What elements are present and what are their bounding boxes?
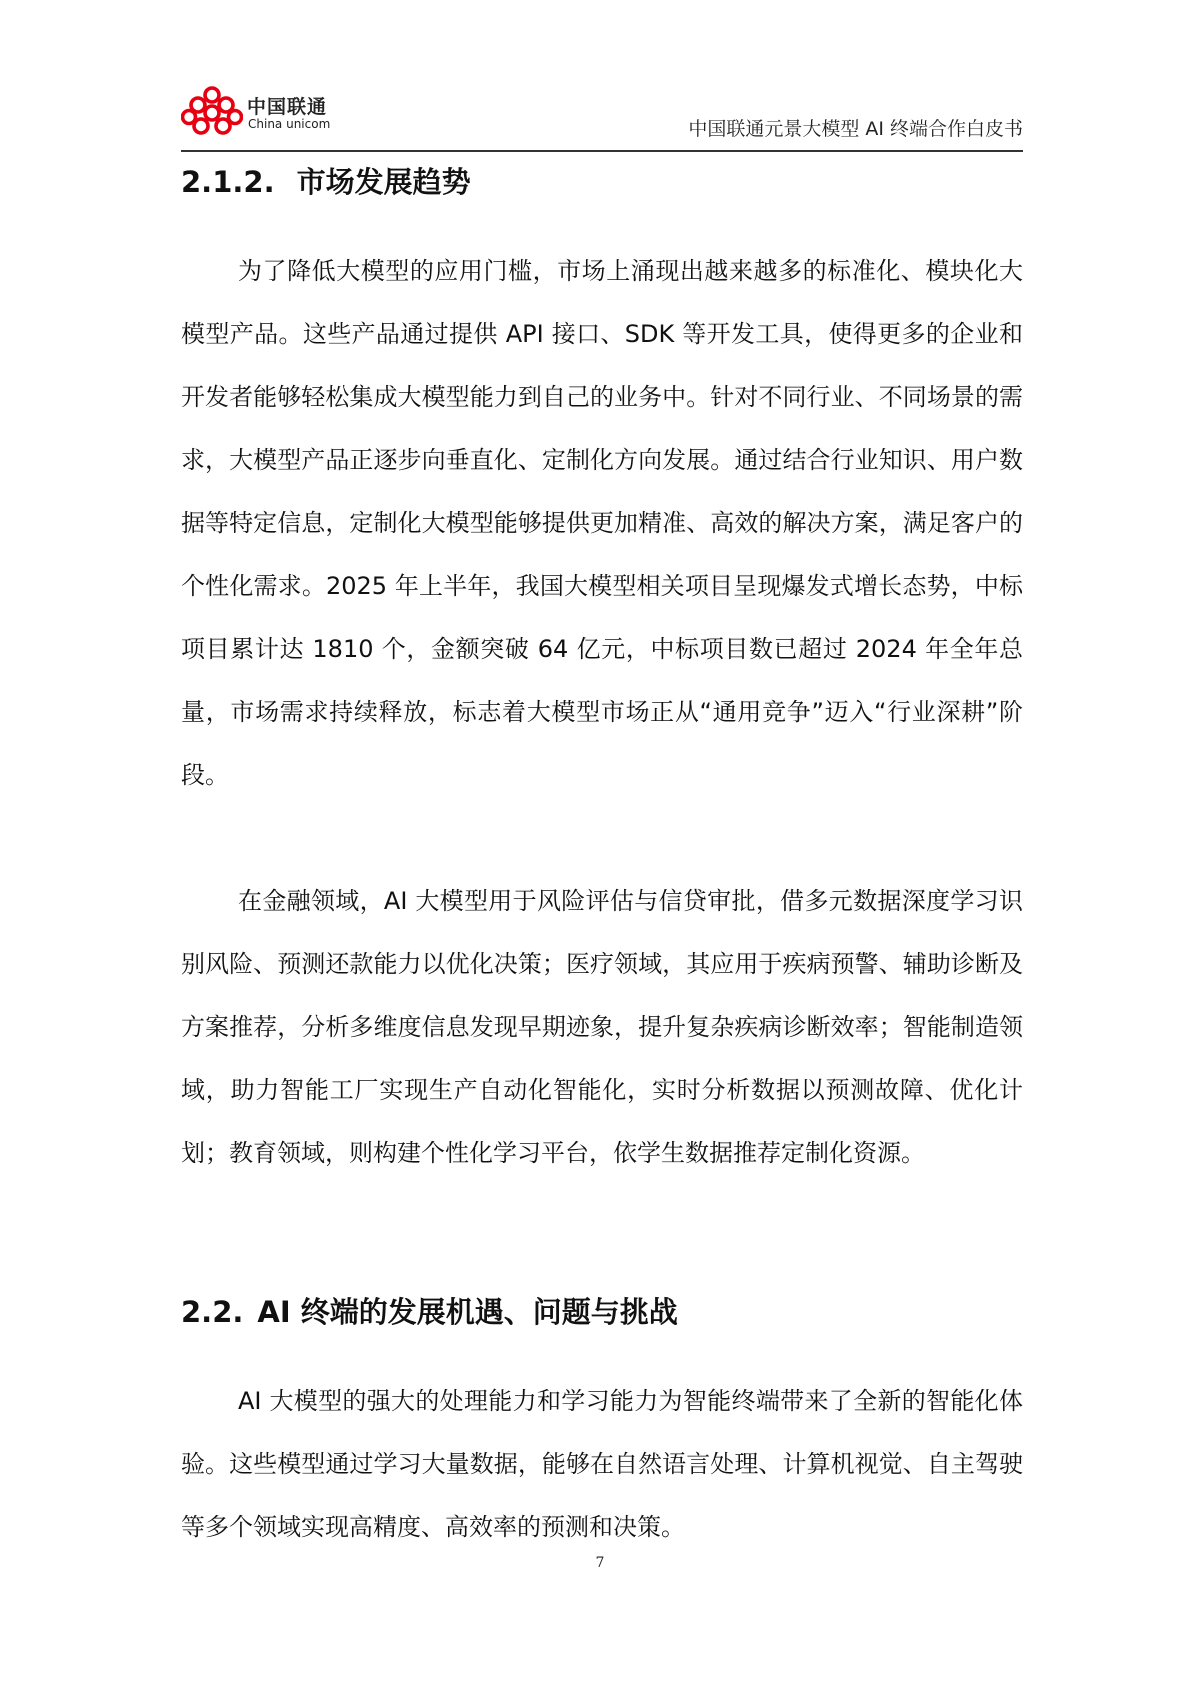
section-number: 2.2. — [181, 1295, 244, 1329]
paragraph-industry-applications: 在金融领域，AI 大模型用于风险评估与信贷审批，借多元数据深度学习识别风险、预测还款能力以优化决策；医疗领域，其应用于疾病预警、辅助诊断及方案推荐，分析多维度信息发现早期迹象，提升复杂疾病诊断效率；智能制造领域，助力智能工厂实现生产自动化智能化，实时分析数据以预测故障、优化计划；教育领域，则构建个性化学习平台，依学生数据推荐定制化资源。 — [181, 887, 1023, 1167]
section-heading-2-2 — [181, 1290, 678, 1331]
section-heading-2-1-2 — [181, 160, 471, 201]
section-number: 2.1.2. — [181, 165, 275, 199]
logo-chinese-text: 中国联通 — [247, 96, 328, 118]
logo-english-text: China unicom — [248, 117, 331, 131]
section-title: AI 终端的发展机遇、问题与挑战 — [257, 1295, 678, 1329]
section-title: 市场发展趋势 — [296, 165, 471, 199]
header-divider — [181, 150, 1023, 152]
page-header — [181, 82, 1023, 152]
china-unicom-knot-icon — [181, 86, 243, 136]
china-unicom-logo — [181, 86, 341, 134]
page-number: 7 — [595, 1555, 605, 1571]
document-title: 中国联通元景大模型 AI 终端合作白皮书 — [688, 118, 1023, 140]
paragraph-market-trend: 为了降低大模型的应用门槛，市场上涌现出越来越多的标准化、模块化大模型产品。这些产品通过提供 API 接口、SDK 等开发工具，使得更多的企业和开发者能够轻松集成大模型能力到自己的业务中。针对不同行业、不同场景的需求，大模型产品正逐步向垂直化、定制化方向发展。通过结合行业知识、用户数据等特定信息，定制化大模型能够提供更加精准、高效的解决方案，满足客户的个性化需求。2025 年上半年，我国大模型相关项目呈现爆发式增长态势，中标项目累计达 1810 个，金额突破 64 亿元，中标项目数已超过 2024 年全年总量，市场需求持续释放，标志着大模型市场正从“通用竞争”迈入“行业深耕”阶段。 — [181, 257, 1023, 789]
paragraph-ai-terminal-opportunity: AI 大模型的强大的处理能力和学习能力为智能终端带来了全新的智能化体验。这些模型通过学习大量数据，能够在自然语言处理、计算机视觉、自主驾驶等多个领域实现高精度、高效率的预测和决策。 — [181, 1387, 1023, 1541]
